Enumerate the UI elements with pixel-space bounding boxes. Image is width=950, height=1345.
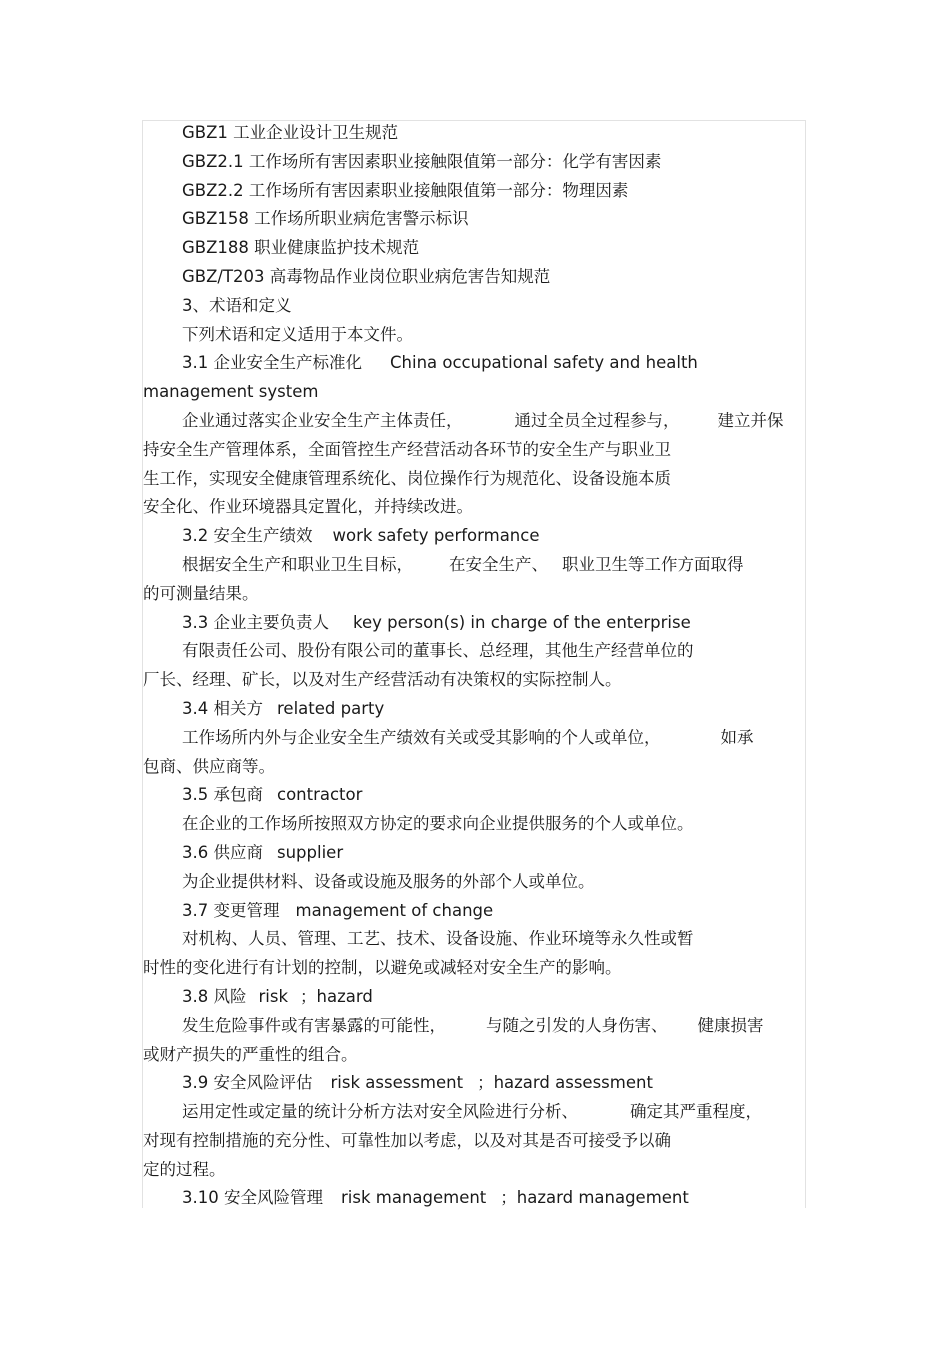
term-3-1-def-line2: 持安全生产管理体系，全面管控生产经营活动各环节的安全生产与职业卫	[143, 439, 671, 459]
std-gbz2-2: GBZ2.2 工作场所有害因素职业接触限值第一部分：物理因素	[182, 180, 629, 200]
std-gbz2-1: GBZ2.1 工作场所有害因素职业接触限值第一部分：化学有害因素	[182, 151, 662, 171]
term-3-5-heading: 3.5 承包商 contractor	[182, 785, 363, 805]
term-3-5-def: 在企业的工作场所按照双方协定的要求向企业提供服务的个人或单位。	[182, 814, 694, 834]
document-body	[143, 119, 803, 1213]
std-gbz158: GBZ158 工作场所职业病危害警示标识	[182, 209, 469, 229]
term-3-3-def-line2: 厂长、经理、矿长，以及对生产经营活动有决策权的实际控制人。	[143, 670, 622, 690]
term-3-1-heading-cont: management system	[143, 382, 319, 402]
std-gbz1: GBZ1 工业企业设计卫生规范	[182, 123, 399, 142]
term-3-4-def-line1: 工作场所内外与企业安全生产绩效有关或受其影响的个人或单位， 如承	[182, 727, 754, 747]
term-3-9-def-line2: 对现有控制措施的充分性、可靠性加以考虑，以及对其是否可接受予以确	[143, 1130, 671, 1150]
term-3-8-def-line1: 发生危险事件或有害暴露的可能性， 与随之引发的人身伤害、 健康损害	[182, 1015, 764, 1035]
std-gbzt203: GBZ/T203 高毒物品作业岗位职业病危害告知规范	[182, 266, 551, 286]
term-3-1-def-line4: 安全化、作业环境器具定置化，并持续改进。	[143, 497, 473, 517]
section-intro: 下列术语和定义适用于本文件。	[182, 324, 413, 344]
term-3-9-heading: 3.9 安全风险评估 risk assessment ；hazard assessment	[182, 1073, 653, 1093]
term-3-3-def-line1: 有限责任公司、股份有限公司的董事长、总经理，其他生产经营单位的	[182, 641, 694, 661]
term-3-7-def-line2: 时性的变化进行有计划的控制，以避免或减轻对安全生产的影响。	[143, 958, 622, 978]
term-3-9-def-line1: 运用定性或定量的统计分析方法对安全风险进行分析、 确定其严重程度，	[182, 1102, 762, 1122]
term-3-1-heading: 3.1 企业安全生产标准化 China occupational safety and health	[182, 353, 698, 373]
term-3-8-def-line2: 或财产损失的严重性的组合。	[143, 1044, 358, 1064]
term-3-3-heading: 3.3 企业主要负责人 key person(s) in charge of the enterprise	[182, 612, 691, 632]
term-3-7-heading: 3.7 变更管理 management of change	[182, 900, 494, 920]
term-3-2-def-line2: 的可测量结果。	[143, 583, 259, 603]
term-3-7-def-line1: 对机构、人员、管理、工艺、技术、设备设施、作业环境等永久性或暂	[182, 929, 694, 949]
term-3-4-def-line2: 包商、供应商等。	[143, 756, 275, 776]
term-3-6-def: 为企业提供材料、设备或设施及服务的外部个人或单位。	[182, 871, 595, 891]
term-3-4-heading: 3.4 相关方 related party	[182, 698, 385, 718]
term-3-10-heading: 3.10 安全风险管理 risk management ；hazard management	[182, 1188, 689, 1208]
section-heading: 3、术语和定义	[182, 295, 292, 315]
term-3-9-def-line3: 定的过程。	[143, 1159, 226, 1179]
term-3-1-def-line1: 企业通过落实企业安全生产主体责任， 通过全员全过程参与， 建立并保	[182, 410, 784, 430]
term-3-8-heading: 3.8 风险 risk ；hazard	[182, 986, 373, 1006]
term-3-1-def-line3: 生工作，实现安全健康管理系统化、岗位操作行为规范化、设备设施本质	[143, 468, 671, 488]
term-3-6-heading: 3.6 供应商 supplier	[182, 842, 344, 862]
term-3-2-heading: 3.2 安全生产绩效 work safety performance	[182, 526, 540, 546]
std-gbz188: GBZ188 职业健康监护技术规范	[182, 238, 420, 258]
term-3-2-def-line1: 根据安全生产和职业卫生目标， 在安全生产、 职业卫生等工作方面取得	[182, 554, 744, 574]
